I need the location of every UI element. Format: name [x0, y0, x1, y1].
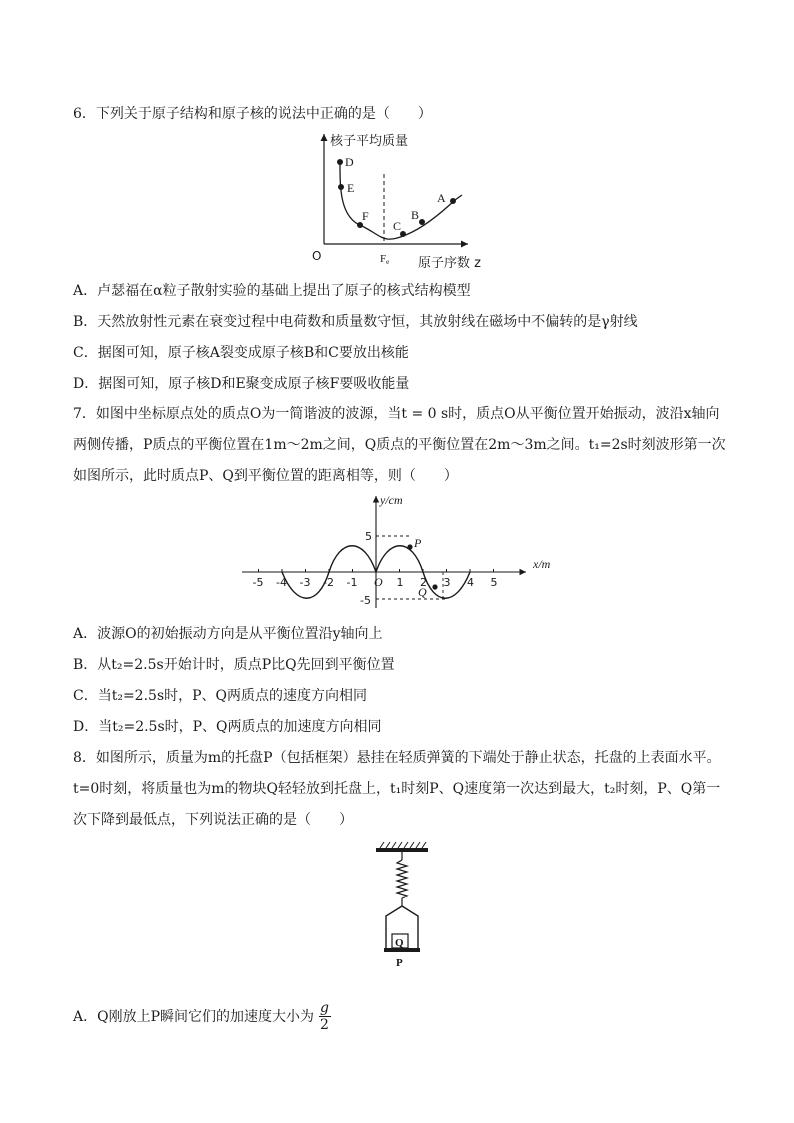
q6-label-d: D [345, 155, 354, 169]
q6-point-d [337, 159, 343, 165]
q6-option-a: A．卢瑟福在α粒子散射实验的基础上提出了原子的核式结构模型 [73, 283, 471, 299]
q7-x-tick-label: -2 [323, 576, 334, 589]
q7-origin-label: O [374, 575, 383, 589]
q6-label-a: A [437, 191, 446, 205]
q7-stem-line-2: 两侧传播，P质点的平衡位置在1m～2m之间，Q质点的平衡位置在2m～3m之间。t₁=2s时刻波形第一次 [73, 437, 726, 453]
q7-ytick-5: 5 [365, 530, 372, 543]
q7-x-tick-label: 1 [396, 576, 404, 589]
q7-option-b: B．从t₂=2.5s开始计时，质点P比Q先回到平衡位置 [73, 657, 395, 673]
q6-label-b: B [411, 208, 420, 222]
q8-option-a-text: A．Q刚放上P瞬间它们的加速度大小为 [73, 1008, 315, 1025]
q7-wave-figure [240, 492, 560, 612]
q7-option-a: A．波源O的初始振动方向是从平衡位置沿y轴向上 [73, 626, 383, 642]
q6-origin-label: O [312, 249, 322, 263]
q8-stem-line-1: 8．如图所示，质量为m的托盘P（包括框架）悬挂在轻质弹簧的下端处于静止状态，托盘的上表面水平。 [73, 750, 721, 766]
q8-ceiling [376, 848, 428, 852]
q7-x-tick-label: 5 [490, 576, 498, 589]
q7-stem-line-1: 7．如图中坐标原点处的质点O为一简谐波的波源，当t = 0 s时，质点O从平衡位置开始振动，波沿x轴向 [73, 406, 720, 422]
q6-point-a [450, 198, 456, 204]
q7-x-tick-label: 3 [443, 576, 451, 589]
q6-y-axis-label: 核子平均质量 [330, 134, 409, 149]
q7-x-axis-label: x/m [533, 557, 551, 571]
q6-option-c: C．据图可知，原子核A裂变成原子核B和C要放出核能 [73, 345, 409, 361]
q8-fraction-numerator: g [320, 1000, 329, 1016]
q8-fraction-denominator: 2 [320, 1017, 329, 1033]
q6-point-e [338, 184, 344, 190]
q7-ytick-neg5: -5 [360, 594, 371, 607]
q8-stem-line-2: t=0时刻，将质量也为m的物块Q轻轻放到托盘上，t₁时刻P、Q速度第一次达到最大，t₂时刻，P、Q第一 [73, 781, 721, 797]
q8-ceiling-hatch [380, 842, 426, 848]
q8-spring-tray-figure [368, 840, 438, 970]
q7-point-q [432, 584, 437, 589]
q7-x-tick-label: 4 [467, 576, 474, 589]
q7-x-tick-label: 2 [420, 576, 427, 589]
q8-stem-line-3: 次下降到最低点，下列说法正确的是（ ） [73, 812, 353, 828]
q7-stem-line-3: 如图所示，此时质点P、Q到平衡位置的距离相等，则（ ） [73, 468, 458, 484]
q7-x-tick-label: -1 [346, 576, 358, 589]
q8-tray-label: P [396, 957, 403, 969]
q8-block-label: Q [395, 937, 404, 949]
q7-point-p [407, 544, 412, 549]
q6-fe-label: Fe [380, 253, 390, 266]
q6-point-b [419, 219, 425, 225]
q7-label-p: P [414, 536, 422, 550]
q6-label-c: C [393, 219, 402, 233]
q8-option-a [73, 1000, 331, 1033]
q7-x-tick-label: -5 [252, 576, 264, 589]
q6-label-e: E [347, 181, 355, 195]
q8-spring [397, 860, 407, 898]
q7-option-c: C．当t₂=2.5s时，P、Q两质点的速度方向相同 [73, 688, 368, 704]
q6-stem: 6．下列关于原子结构和原子核的说法中正确的是（ ） [73, 106, 432, 122]
q7-x-tick-label: -4 [276, 576, 287, 589]
q8-option-a-fraction [318, 1000, 331, 1033]
q7-label-q: Q [418, 585, 427, 599]
q7-y-axis-label: y/cm [380, 493, 403, 507]
q6-label-f: F [362, 209, 369, 223]
q6-option-b: B．天然放射性元素在衰变过程中电荷数和质量数守恒，其放射线在磁场中不偏转的是γ射线 [73, 314, 638, 330]
q7-option-d: D．当t₂=2.5s时，P、Q两质点的加速度方向相同 [73, 719, 382, 735]
q6-x-axis-label: 原子序数 z [418, 256, 481, 271]
q7-x-tick-label: -3 [299, 576, 311, 589]
q6-binding-energy-figure [300, 128, 500, 273]
q6-option-d: D．据图可知，原子核D和E聚变成原子核F要吸收能量 [73, 376, 410, 392]
